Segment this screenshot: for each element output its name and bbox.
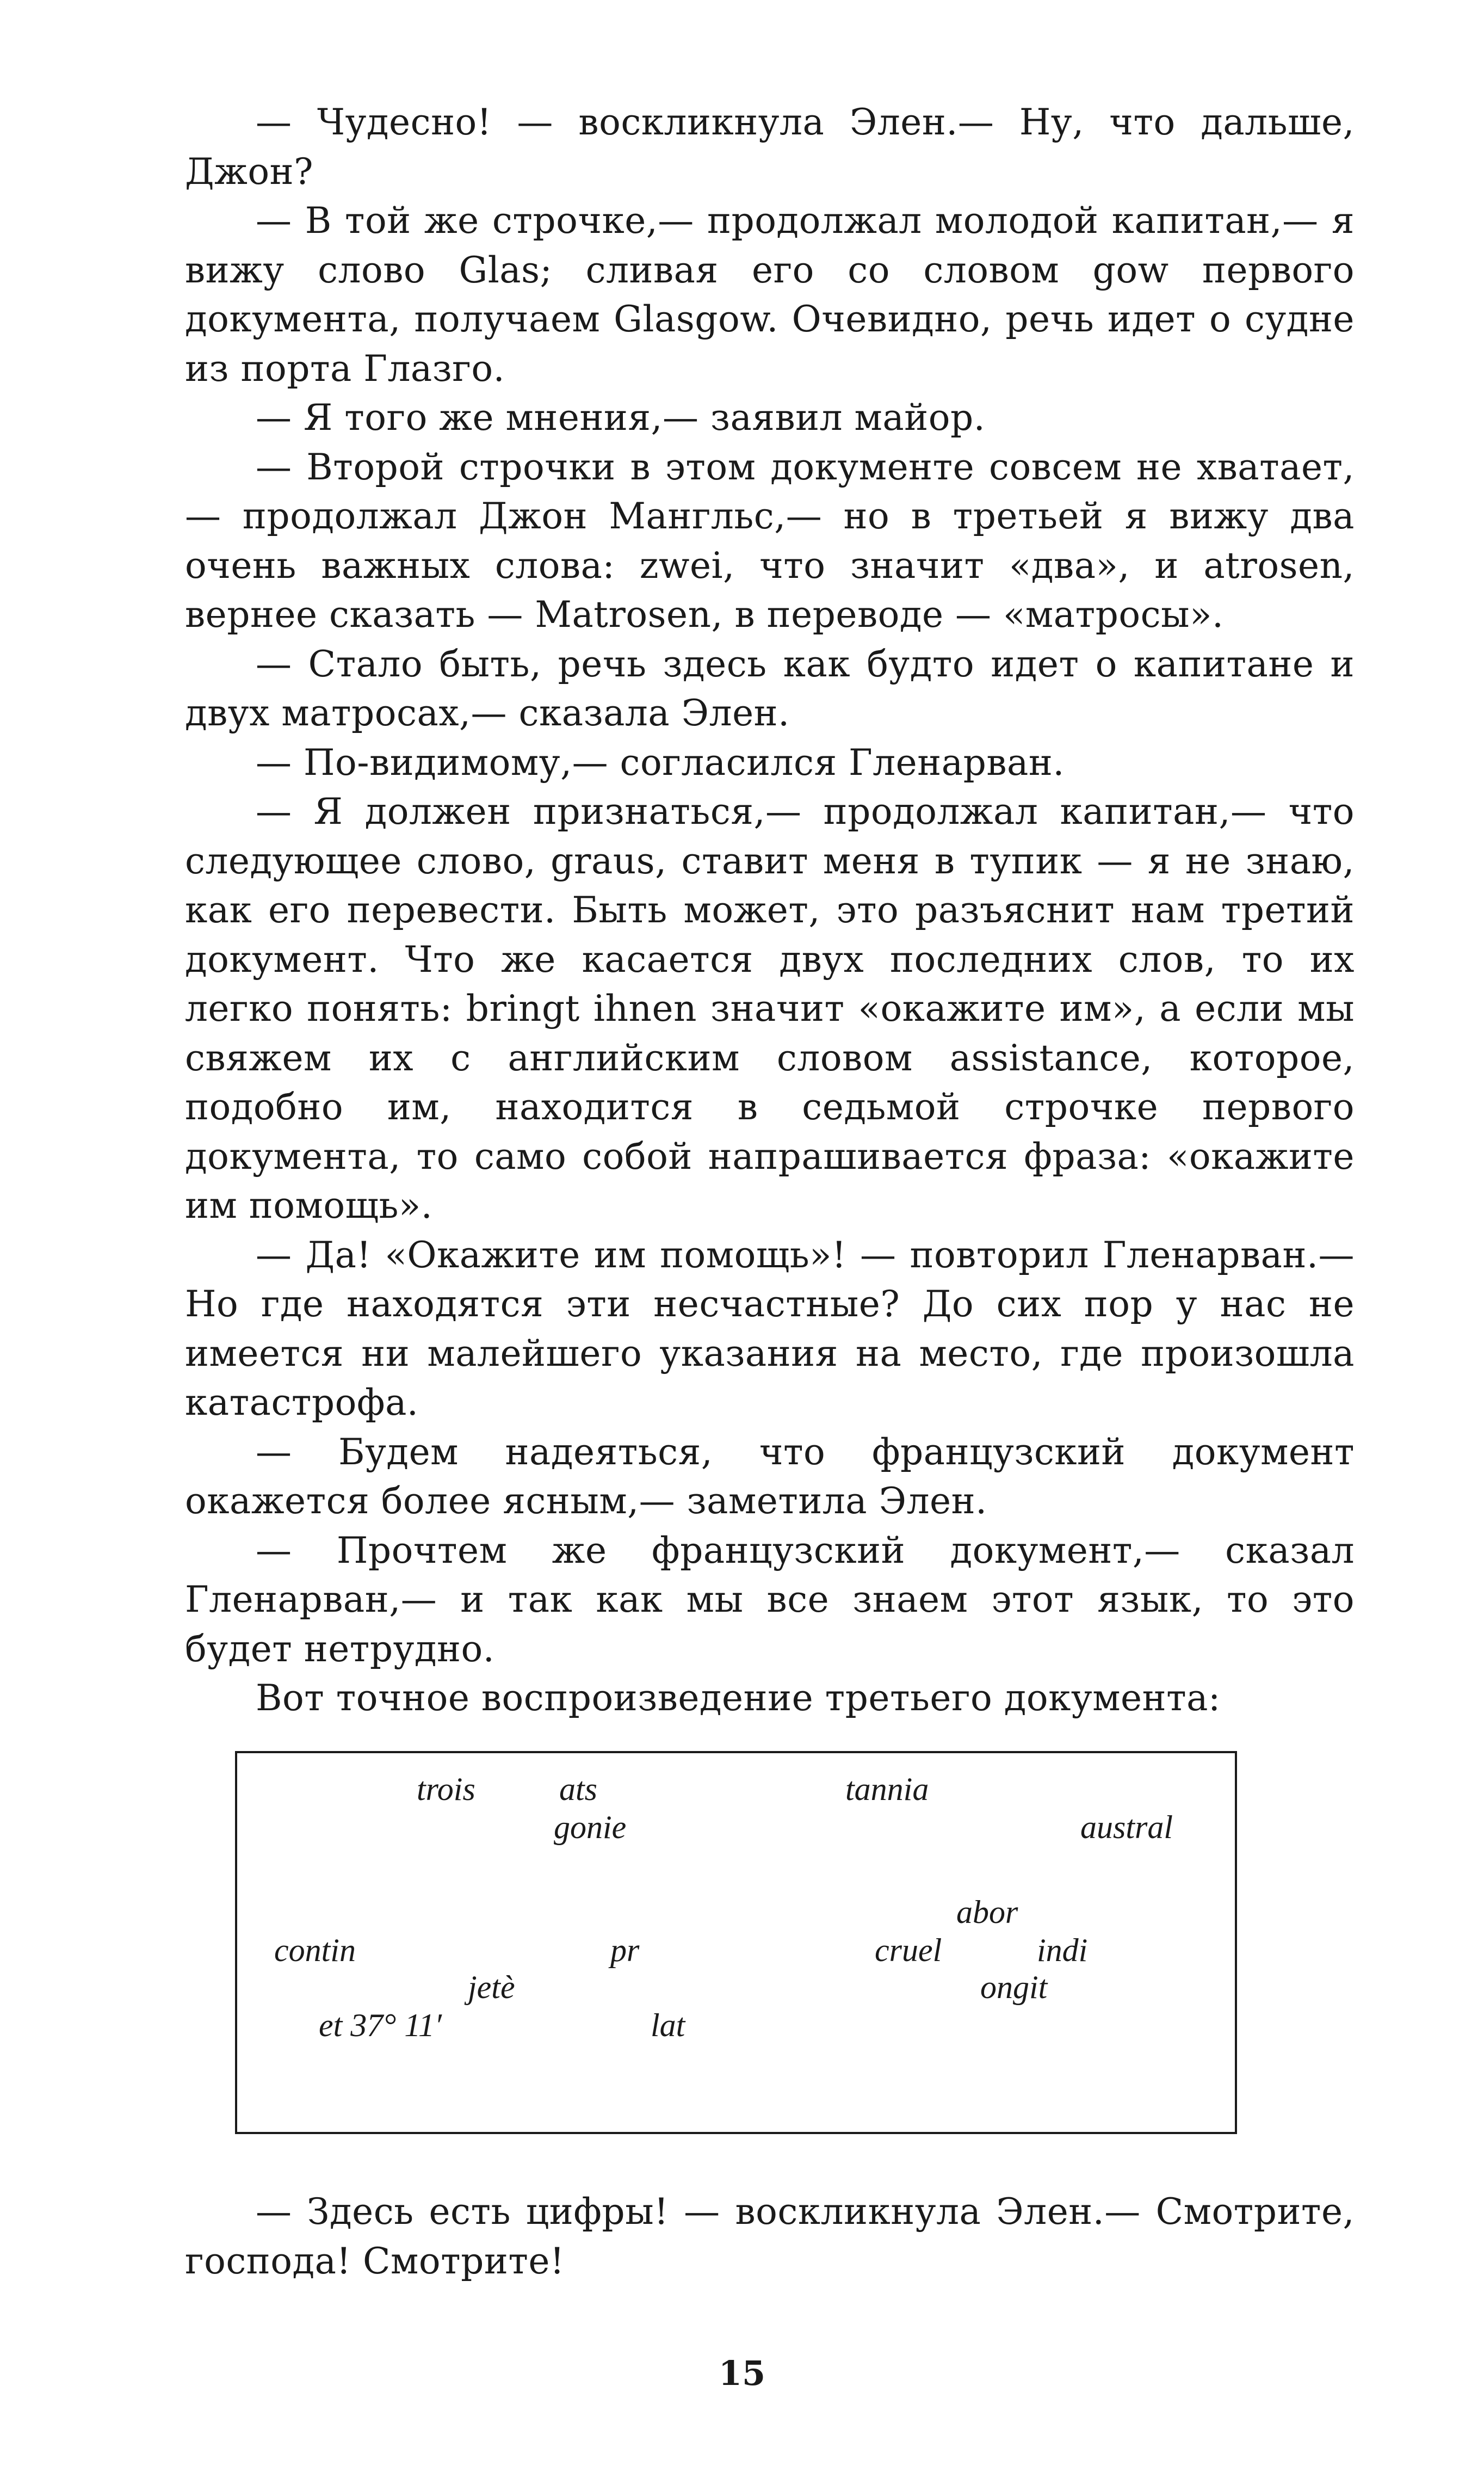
paragraph: — Да! «Окажите им помощь»! — повторил Гленарван.— Но где находятся эти несчастные? До сих пор у нас не имеется ни малейшего указания на место, где произошла катастрофа. bbox=[185, 1234, 1355, 1423]
paragraph: — По-видимому,— согласился Гленарван. bbox=[256, 741, 1065, 784]
fragment-abor: abor bbox=[956, 1894, 1018, 1930]
fragment-cruel: cruel bbox=[875, 1932, 942, 1968]
paragraph: — Стало быть, речь здесь как будто идет о капитане и двух матросах,— сказала Элен. bbox=[185, 643, 1355, 734]
paragraph: — Я должен признаться,— продолжал капитан,— что следующее слово, graus, ставит меня в тупик — я не знаю, как его перевести. Быть может, это разъяснит нам третий документ. Что же касается двух последних слов, то их легко понять: bringt ihnen значит «окажите им», а если мы свяжем их с английским словом assistance, которое, подобно им, находится в седьмой строчке первого документа, то само собой напрашивается фраза: «окажите им помощь». bbox=[185, 791, 1355, 1226]
fragment-coordinates: et 37° 11′ bbox=[319, 2007, 442, 2043]
main-text bbox=[185, 98, 1355, 1723]
paragraph: — Прочтем же французский документ,— сказал Гленарван,— и так как мы все знаем этот язык, то это будет нетрудно. bbox=[185, 1529, 1355, 1670]
document-fragment-box bbox=[235, 1751, 1237, 2134]
fragment-tannia: tannia bbox=[845, 1771, 929, 1807]
paragraph: — Я того же мнения,— заявил майор. bbox=[256, 397, 986, 439]
fragment-jete: jetè bbox=[468, 1969, 515, 2005]
paragraph: Вот точное воспроизведение третьего документа: bbox=[256, 1677, 1221, 1719]
fragment-gonie: gonie bbox=[554, 1809, 627, 1845]
closing-text bbox=[185, 2187, 1355, 2286]
fragment-ongit: ongit bbox=[980, 1969, 1048, 2005]
paragraph: — Здесь есть цифры! — воскликнула Элен.— Смотрите, господа! Смотрите! bbox=[185, 2191, 1355, 2282]
paragraph: — Второй строчки в этом документе совсем не хватает,— продолжал Джон Мангльс,— но в третьей я вижу два очень важных слова: zwei, что значит «два», и atrosen, вернее сказать — Matrosen, в переводе — «матросы». bbox=[185, 446, 1355, 636]
paragraph: — Будем надеяться, что французский документ окажется более ясным,— заметила Элен. bbox=[185, 1431, 1355, 1522]
fragment-trois: trois bbox=[417, 1771, 475, 1807]
fragment-pr: pr bbox=[610, 1932, 640, 1968]
fragment-lat: lat bbox=[651, 2007, 685, 2043]
fragment-ats: ats bbox=[559, 1771, 598, 1807]
fragment-contin: contin bbox=[274, 1932, 356, 1968]
page-number: 15 bbox=[718, 2353, 766, 2393]
paragraph: — Чудесно! — воскликнула Элен.— Ну, что дальше, Джон? bbox=[185, 101, 1355, 193]
paragraph: — В той же строчке,— продолжал молодой капитан,— я вижу слово Glas; сливая его со словом gow первого документа, получаем Glasgow. Очевидно, речь идет о судне из порта Глазго. bbox=[185, 200, 1355, 390]
fragment-indi: indi bbox=[1037, 1932, 1088, 1968]
fragment-austral: austral bbox=[1080, 1809, 1173, 1845]
